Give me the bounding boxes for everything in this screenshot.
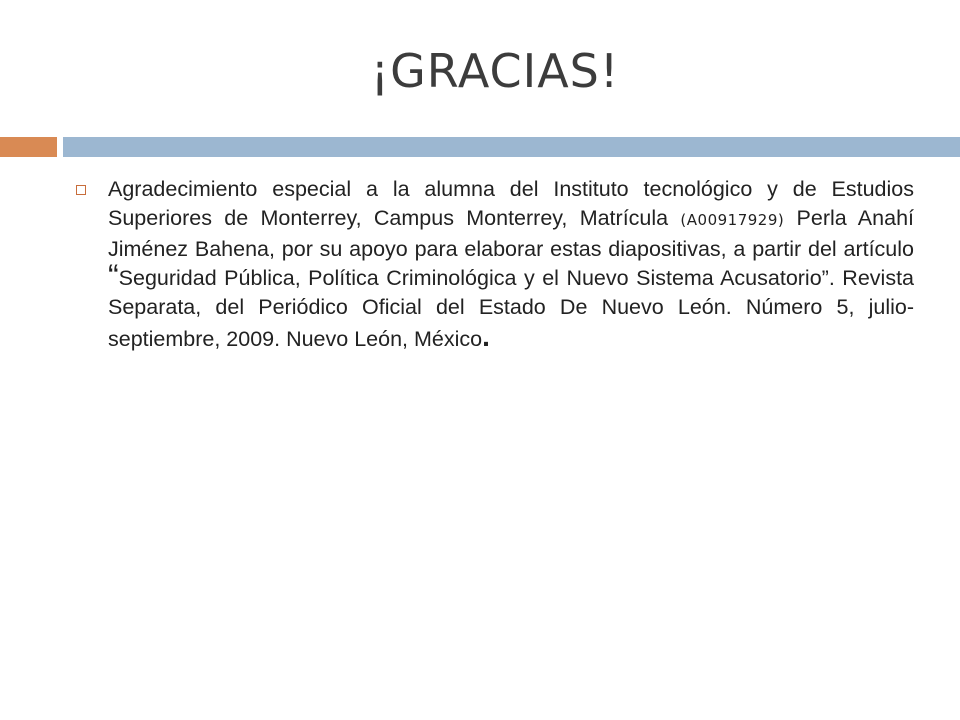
- title-underline-bar: [63, 137, 960, 157]
- title-accent-bar: [0, 137, 57, 157]
- closing-period: .: [482, 321, 490, 352]
- acknowledgement-text-part3: Seguridad Pública, Política Criminológica y el Nuevo Sistema Acusatorio”. Revista Separata, del Periódico Oficial del Estado De Nuevo León. Número 5, julio-septiembre, 2009. Nuevo León, México: [108, 266, 914, 351]
- slide-title: ¡GRACIAS!: [370, 44, 620, 98]
- acknowledgement-text-part1: Agradecimiento especial a la alumna del Instituto tecnológico y de Estudios Superiores de Monterrey, Campus Monterrey, Matrícula: [108, 177, 914, 230]
- slide-content: [76, 175, 914, 354]
- matricula-number: (A00917929): [680, 211, 785, 229]
- bullet-item: [76, 175, 914, 354]
- opening-quote: “: [108, 258, 119, 294]
- hollow-square-bullet-icon: [76, 185, 86, 195]
- acknowledgement-text-part2: Perla Anahí Jiménez Bahena, por su apoyo para elaborar estas diapositivas, a partir del artículo: [108, 206, 914, 261]
